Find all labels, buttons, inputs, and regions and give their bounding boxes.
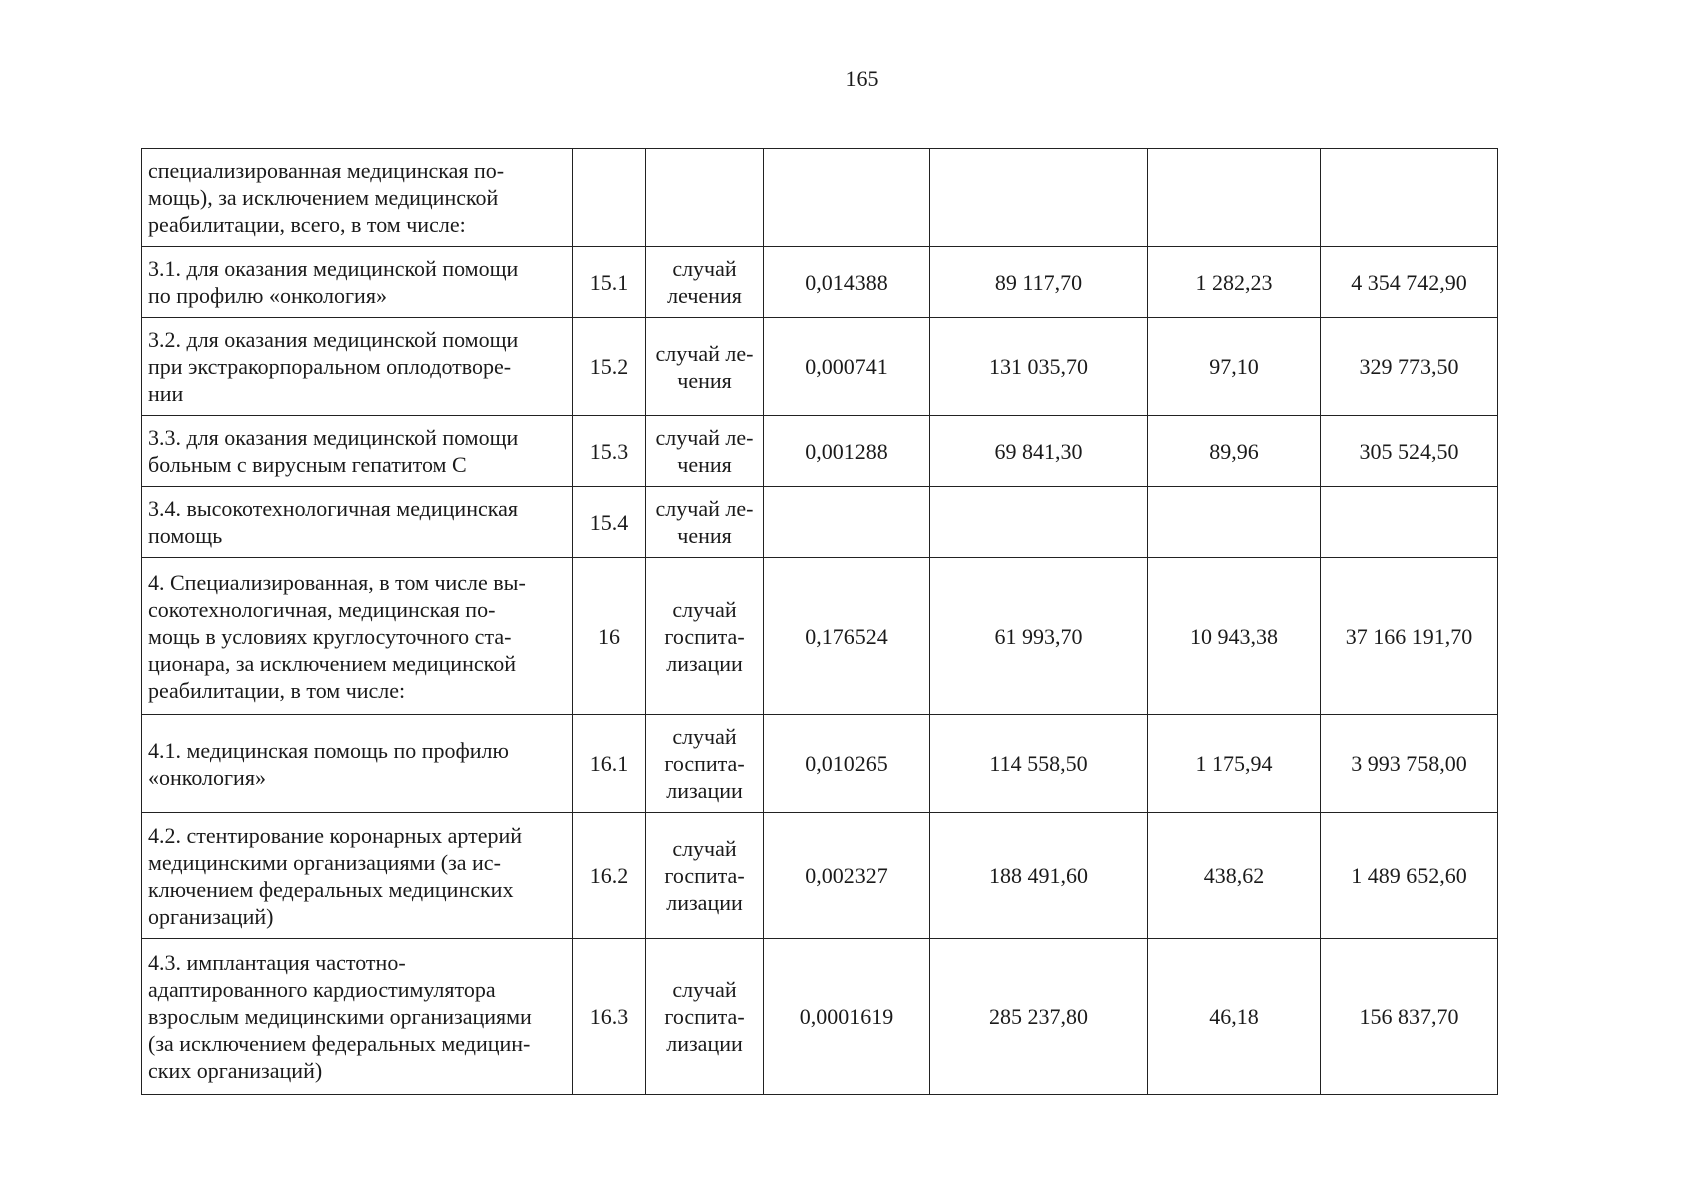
- row-norm: 0,002327: [764, 813, 930, 939]
- row-unit-cost: 131 035,70: [930, 318, 1148, 416]
- row-number: 16.2: [573, 813, 646, 939]
- table-row: [142, 487, 1498, 558]
- row-number: 16.3: [573, 939, 646, 1095]
- row-unit: случай ле- чения: [646, 318, 764, 416]
- row-number: [573, 149, 646, 247]
- row-number: 15.4: [573, 487, 646, 558]
- row-description: 3.2. для оказания медицинской помощи при экстракорпоральном оплодотворе- нии: [142, 318, 573, 416]
- row-unit: [646, 149, 764, 247]
- table-row: [142, 416, 1498, 487]
- row-number: 15.2: [573, 318, 646, 416]
- row-unit: случай госпита- лизации: [646, 813, 764, 939]
- row-description: 3.1. для оказания медицинской помощи по профилю «онкология»: [142, 247, 573, 318]
- row-per-capita: [1148, 149, 1321, 247]
- table-row: [142, 813, 1498, 939]
- row-norm: 0,001288: [764, 416, 930, 487]
- table-row: [142, 247, 1498, 318]
- row-per-capita: 1 282,23: [1148, 247, 1321, 318]
- row-unit-cost: 89 117,70: [930, 247, 1148, 318]
- row-description: специализированная медицинская по- мощь), за исключением медицинской реабилитации, всего, в том числе:: [142, 149, 573, 247]
- row-norm: 0,010265: [764, 715, 930, 813]
- row-total: 305 524,50: [1321, 416, 1498, 487]
- row-number: 16.1: [573, 715, 646, 813]
- row-unit: случай госпита- лизации: [646, 939, 764, 1095]
- page-number: 165: [845, 66, 879, 91]
- row-number: 15.1: [573, 247, 646, 318]
- row-unit-cost: 114 558,50: [930, 715, 1148, 813]
- row-norm: [764, 149, 930, 247]
- row-per-capita: 438,62: [1148, 813, 1321, 939]
- row-total: 4 354 742,90: [1321, 247, 1498, 318]
- table-row: [142, 558, 1498, 715]
- row-norm: 0,176524: [764, 558, 930, 715]
- row-description: 4.1. медицинская помощь по профилю «онкология»: [142, 715, 573, 813]
- row-unit: случай ле- чения: [646, 487, 764, 558]
- table-row: [142, 318, 1498, 416]
- row-total: [1321, 149, 1498, 247]
- row-per-capita: 10 943,38: [1148, 558, 1321, 715]
- row-number: 15.3: [573, 416, 646, 487]
- row-unit: случай госпита- лизации: [646, 715, 764, 813]
- row-unit-cost: 285 237,80: [930, 939, 1148, 1095]
- row-total: 37 166 191,70: [1321, 558, 1498, 715]
- row-number: 16: [573, 558, 646, 715]
- data-table: [141, 148, 1498, 1095]
- row-norm: 0,0001619: [764, 939, 930, 1095]
- row-total: [1321, 487, 1498, 558]
- row-unit-cost: 188 491,60: [930, 813, 1148, 939]
- row-norm: 0,014388: [764, 247, 930, 318]
- row-unit: случай лечения: [646, 247, 764, 318]
- row-per-capita: [1148, 487, 1321, 558]
- row-per-capita: 97,10: [1148, 318, 1321, 416]
- row-description: 4. Специализированная, в том числе вы- сокотехнологичная, медицинская по- мощь в условиях круглосуточного ста- ционара, за исключением медицинской реабилитации, в том числе:: [142, 558, 573, 715]
- row-per-capita: 89,96: [1148, 416, 1321, 487]
- row-norm: [764, 487, 930, 558]
- row-unit-cost: [930, 149, 1148, 247]
- table-row: [142, 149, 1498, 247]
- row-description: 3.4. высокотехнологичная медицинская помощь: [142, 487, 573, 558]
- row-description: 3.3. для оказания медицинской помощи больным с вирусным гепатитом С: [142, 416, 573, 487]
- table-row: [142, 715, 1498, 813]
- row-unit: случай ле- чения: [646, 416, 764, 487]
- row-unit-cost: [930, 487, 1148, 558]
- row-total: 156 837,70: [1321, 939, 1498, 1095]
- row-unit-cost: 61 993,70: [930, 558, 1148, 715]
- row-per-capita: 46,18: [1148, 939, 1321, 1095]
- row-description: 4.3. имплантация частотно- адаптированного кардиостимулятора взрослым медицинскими организациями (за исключением федеральных медицин- ских организаций): [142, 939, 573, 1095]
- row-total: 1 489 652,60: [1321, 813, 1498, 939]
- row-unit-cost: 69 841,30: [930, 416, 1148, 487]
- row-unit: случай госпита- лизации: [646, 558, 764, 715]
- table-row: [142, 939, 1498, 1095]
- row-per-capita: 1 175,94: [1148, 715, 1321, 813]
- row-total: 3 993 758,00: [1321, 715, 1498, 813]
- row-total: 329 773,50: [1321, 318, 1498, 416]
- row-description: 4.2. стентирование коронарных артерий медицинскими организациями (за ис- ключением федеральных медицинских организаций): [142, 813, 573, 939]
- row-norm: 0,000741: [764, 318, 930, 416]
